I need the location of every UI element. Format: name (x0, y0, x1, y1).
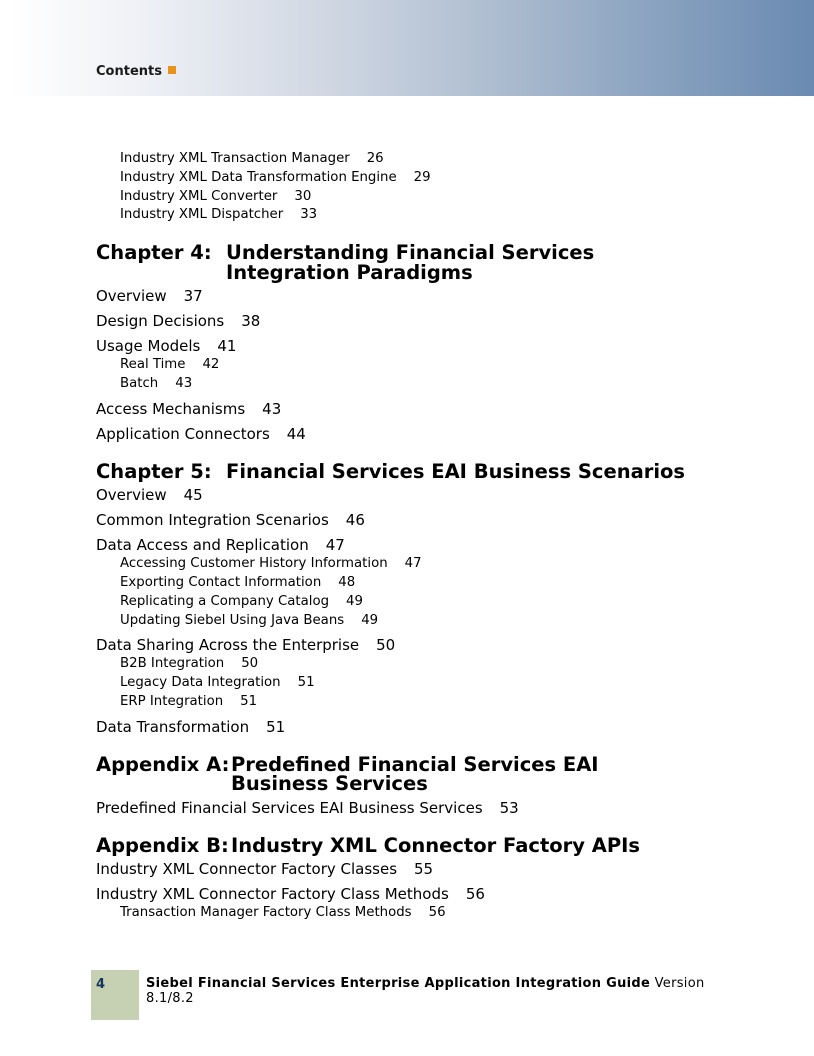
toc-entry-page: 45 (183, 486, 203, 505)
toc-entry-page: 33 (300, 207, 318, 223)
toc-entry-title: Design Decisions (96, 312, 225, 331)
toc-entry[interactable] (96, 860, 736, 879)
toc-entry-page: 56 (465, 885, 485, 904)
table-of-contents (96, 150, 736, 923)
toc-entry-page: 44 (286, 424, 306, 443)
toc-entry-title: Industry XML Connector Factory Class Methods (96, 885, 449, 904)
toc-entry-title: Overview (96, 287, 167, 306)
toc-entry[interactable] (96, 885, 736, 904)
toc-entry-title: Data Transformation (96, 717, 250, 736)
toc-entry-page: 30 (294, 188, 312, 204)
toc-entry-page: 48 (338, 575, 356, 591)
toc-entry-title: Application Connectors (96, 424, 270, 443)
toc-entry[interactable] (96, 150, 736, 169)
toc-entry-page: 46 (345, 511, 365, 530)
toc-entry-page: 37 (183, 287, 203, 306)
toc-subentry[interactable] (96, 674, 736, 693)
toc-entry-page: 42 (202, 357, 220, 373)
toc-entry-page: 50 (376, 636, 396, 655)
toc-entry-title: Exporting Contact Information (120, 575, 322, 591)
toc-subentry[interactable] (96, 612, 736, 631)
toc-entry-title: Industry XML Connector Factory Classes (96, 860, 398, 879)
toc-entry-title: Usage Models (96, 337, 201, 356)
toc-entry-title: Data Access and Replication (96, 536, 309, 555)
appendix-b-heading[interactable] (96, 833, 736, 857)
toc-entry-title: Industry XML Data Transformation Engine (120, 169, 397, 185)
chapter-5-heading[interactable] (96, 459, 736, 483)
toc-subentry[interactable] (96, 693, 736, 712)
toc-entry-title: Access Mechanisms (96, 399, 246, 418)
toc-entry-title: Predefined Financial Services EAI Business Services (96, 798, 483, 817)
toc-entry[interactable] (96, 486, 736, 505)
running-head-label: Contents (96, 64, 162, 79)
toc-entry-title: Industry XML Converter (120, 188, 278, 204)
appendix-title: Industry XML Connector Factory APIs (231, 833, 641, 857)
footer-page-number: 4 (96, 977, 106, 992)
toc-subentry[interactable] (96, 375, 736, 394)
toc-entry-title: Accessing Customer History Information (120, 556, 388, 572)
appendix-a-heading[interactable] (96, 752, 736, 796)
toc-entry-title: Transaction Manager Factory Class Methods (120, 905, 412, 921)
toc-entry[interactable] (96, 169, 736, 188)
toc-entry-page: 26 (366, 151, 384, 166)
toc-entry-title: Data Sharing Across the Enterprise (96, 636, 360, 655)
toc-subentry[interactable] (96, 904, 736, 923)
toc-entry-title: Common Integration Scenarios (96, 511, 329, 530)
toc-subentry[interactable] (96, 356, 736, 375)
footer-title: Siebel Financial Services Enterprise Application Integration Guide (146, 976, 651, 991)
header-banner (10, 0, 814, 96)
chapter-title: Financial Services EAI Business Scenarios (226, 459, 686, 483)
orange-square-icon (168, 66, 176, 74)
toc-entry-page: 47 (325, 536, 345, 555)
toc-entry-page: 49 (346, 593, 363, 609)
toc-entry[interactable] (96, 287, 736, 306)
chapter-title: Understanding Financial Services Integration Paradigms (226, 241, 595, 284)
toc-entry-title: Industry XML Transaction Manager (120, 151, 350, 166)
toc-entry-title: Industry XML Dispatcher (120, 207, 284, 223)
toc-top-group (96, 150, 736, 225)
toc-entry-page: 51 (266, 717, 286, 736)
toc-entry-page: 51 (297, 675, 315, 691)
toc-entry[interactable] (96, 206, 736, 225)
toc-entry-page: 38 (241, 312, 261, 331)
footer-book-title (146, 976, 746, 1006)
toc-subentry[interactable] (96, 593, 736, 612)
appendix-number: Appendix B: (96, 833, 229, 857)
toc-entry[interactable] (96, 718, 736, 737)
toc-entry-title: Batch (120, 375, 159, 391)
toc-entry-page: 56 (428, 905, 446, 921)
toc-entry[interactable] (96, 425, 736, 444)
running-head (96, 64, 176, 79)
toc-entry-page: 53 (499, 798, 519, 817)
toc-entry-title: Replicating a Company Catalog (120, 593, 330, 609)
toc-entry-title: Legacy Data Integration (120, 675, 281, 691)
chapter-4-heading[interactable] (96, 243, 736, 282)
toc-entry[interactable] (96, 636, 736, 655)
chapter-number: Chapter 4: (96, 241, 212, 265)
toc-entry-page: 43 (175, 375, 193, 391)
toc-entry-page: 41 (217, 337, 237, 356)
toc-entry[interactable] (96, 312, 736, 331)
toc-subentry[interactable] (96, 574, 736, 593)
toc-entry[interactable] (96, 337, 736, 356)
toc-entry-page: 51 (240, 694, 258, 710)
toc-entry-title: B2B Integration (120, 656, 225, 672)
appendix-title: Predefined Financial Services EAI Business Services (231, 752, 599, 796)
toc-entry-page: 29 (413, 169, 431, 185)
toc-entry-page: 55 (414, 860, 434, 879)
toc-entry-page: 47 (404, 556, 422, 572)
toc-entry-title: Overview (96, 486, 167, 505)
appendix-number: Appendix A: (96, 752, 230, 776)
toc-entry[interactable] (96, 799, 736, 818)
toc-entry-page: 43 (262, 399, 282, 418)
toc-entry-page: 49 (361, 612, 379, 628)
chapter-number: Chapter 5: (96, 459, 212, 483)
toc-entry-title: Updating Siebel Using Java Beans (120, 612, 345, 628)
toc-entry-title: ERP Integration (120, 694, 224, 710)
toc-subentry[interactable] (96, 655, 736, 674)
toc-entry[interactable] (96, 400, 736, 419)
toc-entry[interactable] (96, 511, 736, 530)
toc-subentry[interactable] (96, 555, 736, 574)
toc-entry-title: Real Time (120, 357, 186, 373)
footer-version: Version 8.1/8.2 (146, 976, 705, 1006)
toc-entry[interactable] (96, 536, 736, 555)
toc-entry[interactable] (96, 188, 736, 207)
toc-entry-page: 50 (241, 656, 259, 672)
